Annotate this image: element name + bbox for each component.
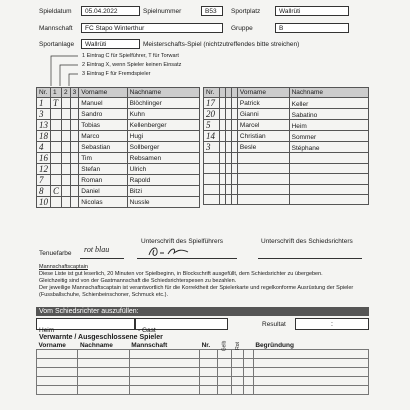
player-nr[interactable]: 12 (37, 164, 51, 175)
spielnummer-field[interactable]: B53 (201, 6, 223, 16)
col-vorname: Vorname (79, 88, 127, 98)
table-row (37, 186, 200, 197)
table-row (204, 184, 369, 194)
table-row (37, 164, 200, 175)
resultat-label: Resultat (262, 321, 286, 328)
table-row (204, 153, 369, 163)
player-nr[interactable]: 8 (37, 186, 51, 197)
col-2: 2 (62, 88, 71, 98)
player-nachname[interactable]: Heim (289, 120, 368, 131)
tenuefarbe-value[interactable]: rot blau (84, 245, 110, 254)
col-nr: Nr. (37, 88, 51, 98)
table-row (37, 120, 200, 131)
player-vorname[interactable]: Manuel (79, 98, 127, 109)
player-nachname[interactable]: Sabatino (289, 109, 368, 120)
player-vorname[interactable] (237, 184, 289, 194)
player-nr[interactable]: 4 (37, 142, 51, 153)
player-vorname[interactable]: Daniel (79, 186, 127, 197)
player-vorname[interactable]: Marcel (237, 120, 289, 131)
player-nachname[interactable] (289, 194, 368, 204)
player-flag[interactable] (51, 131, 62, 142)
gast-field[interactable] (135, 318, 228, 334)
col-nachname: Nachname (289, 88, 368, 98)
table-row (204, 194, 369, 204)
col-nachname: Nachname (79, 342, 113, 349)
table-row[interactable] (37, 350, 369, 359)
heim-field[interactable] (36, 318, 135, 334)
table-row (37, 131, 200, 142)
table-row (204, 174, 369, 184)
table-row (204, 163, 369, 173)
col-nr: Nr. (204, 88, 220, 98)
captain-text-3: Der jeweilige Mannschaftscaptain ist verantwortlich für die Korrektheit der Spielerkarte und regelkonforme Ausrüstung der Spieler (Fussballschuhe, Schienbeinschoner, Schmuck etc.). (39, 285, 354, 298)
player-flag[interactable] (51, 197, 62, 208)
sportplatz-field[interactable]: Wallrüti (275, 6, 349, 16)
table-row (37, 98, 200, 109)
player-nachname[interactable] (289, 174, 368, 184)
player-nr[interactable]: 18 (37, 131, 51, 142)
roster-left (36, 87, 200, 208)
table-row[interactable] (37, 368, 369, 377)
col-1: 1 (51, 88, 62, 98)
player-nr[interactable]: 1 (37, 98, 51, 109)
player-nachname[interactable]: Ulrich (127, 164, 199, 175)
player-nr[interactable]: 20 (204, 109, 220, 120)
sportanlage-field[interactable]: Wallrüti (81, 39, 140, 49)
player-nachname[interactable] (289, 163, 368, 173)
col-gelb-label: Gelb (221, 340, 228, 351)
player-nr[interactable]: 7 (37, 175, 51, 186)
player-nr[interactable]: 16 (37, 153, 51, 164)
referee-section-bar: Vom Schiedsrichter auszufüllen: (36, 307, 369, 316)
player-nachname[interactable]: Sollberger (127, 142, 199, 153)
player-vorname[interactable]: Tobias (79, 120, 127, 131)
table-row[interactable] (37, 377, 369, 386)
col-gelb (217, 342, 232, 350)
table-row[interactable] (37, 386, 369, 395)
table-row (37, 175, 200, 186)
player-flag[interactable]: T (51, 98, 62, 109)
col-3: 3 (70, 88, 79, 98)
col-blank (244, 342, 254, 350)
roster-left-header (37, 88, 200, 98)
verwarnte-table (36, 342, 369, 395)
col-vorname: Vorname (38, 342, 66, 349)
player-nr[interactable]: 3 (37, 109, 51, 120)
spieldatum-label: Spieldatum (39, 8, 72, 15)
player-nr[interactable] (204, 184, 220, 194)
player-flag[interactable] (51, 120, 62, 131)
player-nr[interactable]: 17 (204, 98, 220, 109)
resultat-field[interactable] (295, 318, 369, 330)
verwarnte-title: Verwarnte / Ausgeschlossene Spieler (39, 334, 163, 341)
player-flag[interactable] (51, 153, 62, 164)
gast-label: - Gast (138, 327, 156, 334)
resultat-separator: : (331, 321, 333, 328)
meisterschaft-note: Meisterschafts-Spiel (nichtzutreffendes bitte streichen) (143, 41, 300, 48)
player-nr[interactable]: 14 (204, 131, 220, 142)
player-vorname[interactable] (237, 163, 289, 173)
tenuefarbe-line (80, 258, 124, 259)
captain-signature-label: Unterschrift des Spielführers (141, 238, 224, 245)
spielnummer-label: Spielnummer (143, 8, 182, 15)
player-nachname[interactable]: Bitzi (127, 186, 199, 197)
player-vorname[interactable]: Marco (79, 131, 127, 142)
sportplatz-label: Sportplatz (231, 8, 261, 15)
player-nachname[interactable]: Sommer (289, 131, 368, 142)
verwarnte-header (37, 342, 369, 350)
player-vorname[interactable]: Tim (79, 153, 127, 164)
player-vorname[interactable]: Nicolas (79, 197, 127, 208)
table-row (37, 153, 200, 164)
mannschaft-label: Mannschaft (39, 25, 73, 32)
player-nachname[interactable]: Stéphane (289, 142, 368, 153)
player-nr[interactable] (204, 174, 220, 184)
player-nachname[interactable] (289, 153, 368, 163)
player-vorname[interactable] (237, 174, 289, 184)
table-row (204, 109, 369, 120)
player-nr[interactable]: 13 (37, 120, 51, 131)
table-row (204, 142, 369, 153)
table-row (204, 98, 369, 109)
table-row (204, 120, 369, 131)
player-nachname[interactable]: Keller (289, 98, 368, 109)
player-vorname[interactable]: Besle (237, 142, 289, 153)
player-vorname[interactable]: Sandro (79, 109, 127, 120)
player-flag[interactable] (51, 175, 62, 186)
player-nachname[interactable] (289, 184, 368, 194)
sportanlage-label: Sportanlage (39, 41, 75, 48)
player-nachname[interactable]: Kellenberger (127, 120, 199, 131)
legend-line-3: 3 Eintrag F für Fremdspieler (82, 71, 151, 77)
col-rot-label: Rot (234, 341, 241, 350)
legend-line-2: 2 Eintrag X, wenn Spieler keinen Einsatz (82, 62, 182, 68)
player-nr[interactable]: 5 (204, 120, 220, 131)
player-nr[interactable]: 10 (37, 197, 51, 208)
spieldatum-field[interactable]: 05.04.2022 (81, 6, 140, 16)
table-row[interactable] (37, 359, 369, 368)
col-nr: Nr. (201, 342, 211, 349)
player-vorname[interactable] (237, 194, 289, 204)
col-nachname: Nachname (127, 88, 199, 98)
heim-label: Heim (39, 327, 55, 334)
player-nr[interactable] (204, 194, 220, 204)
player-vorname[interactable]: Gianni (237, 109, 289, 120)
referee-signature-line[interactable] (258, 258, 362, 259)
player-nachname[interactable]: Kuhn (127, 109, 199, 120)
player-nachname[interactable]: Hugi (127, 131, 199, 142)
player-flag[interactable]: C (51, 186, 62, 197)
player-flag[interactable] (51, 142, 62, 153)
player-nachname[interactable]: Rapold (127, 175, 199, 186)
mannschaft-field[interactable]: FC Stapo Winterthur (81, 23, 223, 33)
gruppe-label: Gruppe (231, 25, 253, 32)
player-nr[interactable] (204, 163, 220, 173)
captain-text-1: Diese Liste ist gut leserlich, 20 Minuten vor Spielbeginn, in Blockschrift ausgefüllt, dem Schiedsrichter zu übergeben. (39, 271, 323, 277)
captain-signature[interactable] (146, 244, 192, 258)
player-vorname[interactable]: Patrick (237, 98, 289, 109)
table-row (37, 142, 200, 153)
player-nachname[interactable]: Nussle (127, 197, 199, 208)
player-vorname[interactable]: Roman (79, 175, 127, 186)
table-row (37, 197, 200, 208)
player-vorname[interactable]: Christian (237, 131, 289, 142)
captain-text-2: Gleichzeitig sind von der Gastmannschaft die Schiedsrichterspesen zu bezahlen. (39, 278, 237, 284)
referee-signature-label: Unterschrift des Schiedsrichters (261, 238, 353, 245)
captain-signature-line (137, 258, 237, 259)
player-vorname[interactable]: Stefan (79, 164, 127, 175)
player-nachname[interactable]: Blöchlinger (127, 98, 199, 109)
col-mannschaft: Mannschaft (131, 342, 168, 349)
player-nr[interactable] (204, 153, 220, 163)
gruppe-field[interactable]: B (275, 23, 349, 33)
tenuefarbe-label: Tenuefarbe (39, 250, 72, 257)
player-vorname[interactable]: Sebastian (79, 142, 127, 153)
roster-right-header (204, 88, 369, 98)
roster-right (203, 87, 369, 205)
legend-connector (50, 52, 80, 88)
captain-section-title: Mannschaftscaptain (39, 264, 88, 270)
table-row (204, 131, 369, 142)
player-nr[interactable]: 3 (204, 142, 220, 153)
col-vorname: Vorname (237, 88, 289, 98)
col-begruendung: Begründung (255, 342, 294, 349)
col-rot (232, 342, 244, 350)
player-flag[interactable] (51, 164, 62, 175)
table-row (37, 109, 200, 120)
player-flag[interactable] (51, 109, 62, 120)
player-vorname[interactable] (237, 153, 289, 163)
legend-line-1: 1 Eintrag C für Spielführer, T für Torwart (82, 53, 179, 59)
player-nachname[interactable]: Rebsamen (127, 153, 199, 164)
